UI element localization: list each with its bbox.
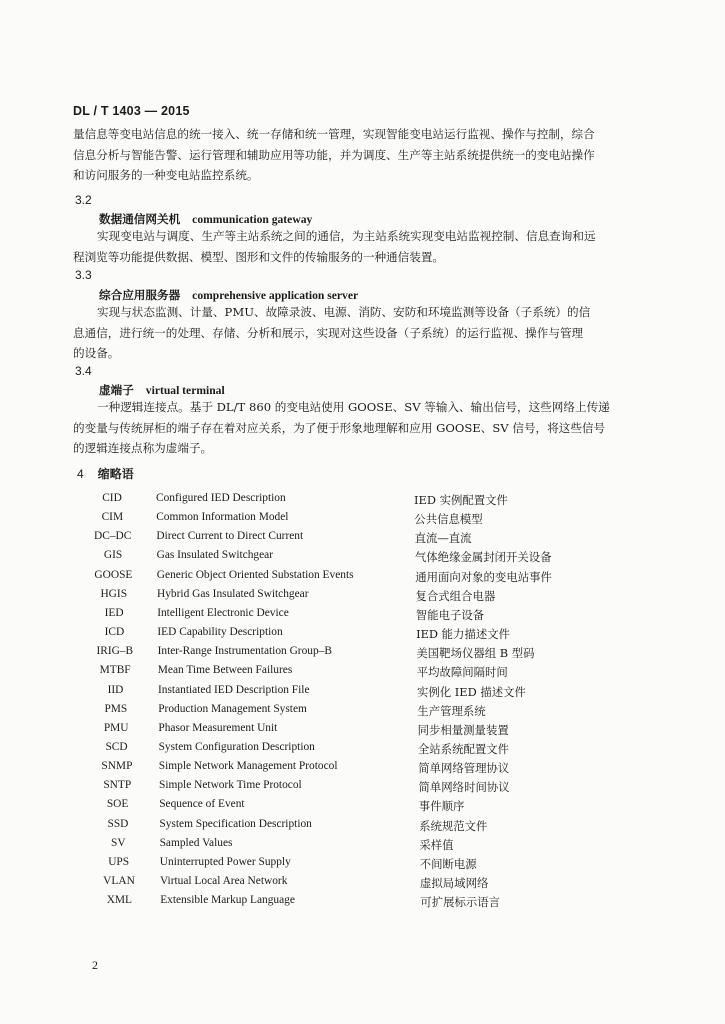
abbreviation-code: IED xyxy=(104,606,124,619)
abbreviation-row xyxy=(0,741,725,760)
abbreviation-code: SNTP xyxy=(103,779,132,792)
abbreviation-row xyxy=(0,722,725,741)
abbreviation-full-name: Sampled Values xyxy=(159,836,233,849)
abbreviation-full-name: Direct Current to Direct Current xyxy=(156,530,304,543)
abbreviation-row xyxy=(0,703,725,722)
abbreviation-chinese-name: 简单网络时间协议 xyxy=(418,780,510,795)
abbreviation-code: HGIS xyxy=(100,587,128,600)
page-number: 2 xyxy=(92,958,98,972)
abbreviation-code: VLAN xyxy=(103,875,135,887)
term-heading xyxy=(99,287,358,303)
abbreviation-chinese-name: 不间断电源 xyxy=(419,856,477,871)
abbreviation-chinese-name: 全站系统配置文件 xyxy=(417,741,510,756)
abbreviation-code: GOOSE xyxy=(94,568,133,581)
abbreviation-code: UPS xyxy=(108,855,130,868)
abbreviation-chinese-name: 同步相量测量装置 xyxy=(417,722,509,737)
abbreviation-full-name: Sequence of Event xyxy=(159,798,245,811)
abbreviation-row xyxy=(0,760,725,779)
abbreviation-full-name: Hybrid Gas Insulated Switchgear xyxy=(157,587,309,600)
section-number: 3.4 xyxy=(75,364,92,378)
abbreviation-code: SOE xyxy=(106,798,129,811)
term-chinese: 数据通信网关机 xyxy=(99,212,181,226)
abbreviation-code: CID xyxy=(102,492,122,504)
abbreviation-code: SSD xyxy=(107,817,129,830)
definition-paragraph xyxy=(73,226,649,267)
abbreviation-chinese-name: 气体绝缘金属封闭开关设备 xyxy=(414,550,552,565)
paragraph-line: 实现与状态监测、计量、PMU、故障录波、电源、消防、安防和环境监测等设备（子系统）的信 xyxy=(97,305,591,319)
abbreviation-code: SCD xyxy=(105,740,128,753)
paragraph-line: 程浏览等功能提供数据、模型、图形和文件的传输服务的一种通信装置。 xyxy=(73,249,445,264)
abbreviation-chinese-name: 通用面向对象的变电站事件 xyxy=(415,569,552,584)
abbreviation-code: XML xyxy=(106,894,132,907)
abbreviation-chinese-name: 平均故障间隔时间 xyxy=(416,665,508,680)
abbreviation-code: PMU xyxy=(103,721,129,734)
abbreviation-full-name: Phasor Measurement Unit xyxy=(158,721,278,734)
abbreviation-chinese-name: 美国靶场仪器组 B 型码 xyxy=(416,646,535,661)
abbreviation-row xyxy=(0,549,725,568)
abbreviation-chinese-name: 系统规范文件 xyxy=(419,818,488,833)
term-english: comprehensive application server xyxy=(192,289,359,302)
abbreviation-code: SV xyxy=(111,836,126,849)
abbreviation-full-name: Configured IED Description xyxy=(156,492,286,504)
abbreviation-chinese-name: 采样值 xyxy=(419,837,454,852)
abbreviation-chinese-name: 虚拟局域网络 xyxy=(420,876,489,890)
abbreviation-row xyxy=(0,837,725,856)
definition-paragraph xyxy=(73,302,649,364)
abbreviation-full-name: Simple Network Management Protocol xyxy=(158,760,338,773)
abbreviation-chinese-name: IED 实例配置文件 xyxy=(414,493,508,507)
abbreviation-full-name: System Specification Description xyxy=(159,817,312,830)
abbreviation-row xyxy=(0,645,725,664)
abbreviation-full-name: Inter-Range Instrumentation Group–B xyxy=(157,645,332,658)
abbreviation-chinese-name: 复合式组合电器 xyxy=(415,588,496,603)
abbreviation-full-name: Virtual Local Area Network xyxy=(160,875,288,887)
abbreviation-full-name: IED Capability Description xyxy=(157,626,283,639)
paragraph-line: 的变量与传统屏柜的端子存在着对应关系，为了便于形象地理解和应用 GOOSE、SV 信号，将这些信号 xyxy=(73,420,606,435)
paragraph-line: 实现变电站与调度、生产等主站系统之间的通信，为主站系统实现变电站监视控制、信息查询和远 xyxy=(97,229,596,243)
abbreviation-full-name: Production Management System xyxy=(158,702,307,715)
abbreviation-code: ICD xyxy=(104,626,125,639)
abbreviation-full-name: Generic Object Oriented Substation Events xyxy=(156,568,354,581)
document-code-header: DL / T 1403 — 2015 xyxy=(73,104,190,118)
term-english: communication gateway xyxy=(192,213,313,226)
paragraph-line: 的逻辑连接点称为虚端子。 xyxy=(73,441,213,455)
abbreviation-chinese-name: 公共信息模型 xyxy=(414,512,483,527)
abbreviation-full-name: Intelligent Electronic Device xyxy=(157,606,289,619)
abbreviation-row xyxy=(0,856,725,875)
abbreviation-row xyxy=(0,664,725,683)
abbreviation-chinese-name: 简单网络管理协议 xyxy=(418,761,510,776)
abbreviation-row xyxy=(0,626,725,645)
abbreviation-row xyxy=(0,588,725,607)
abbreviation-row xyxy=(0,492,725,511)
abbreviation-code: MTBF xyxy=(99,664,131,677)
abbreviation-full-name: Simple Network Time Protocol xyxy=(159,779,302,792)
paragraph-line: 信息分析与智能告警、运行管理和辅助应用等功能，并为调度、生产等主站系统提供统一的变电站操作 xyxy=(73,147,595,162)
abbreviation-row xyxy=(0,894,725,913)
abbreviation-full-name: Common Information Model xyxy=(156,511,289,524)
chapter-title: 缩略语 xyxy=(97,467,134,481)
abbreviation-chinese-name: 事件顺序 xyxy=(418,799,465,814)
abbreviation-chinese-name: 直流—直流 xyxy=(414,531,472,546)
abbreviation-code: CIM xyxy=(101,511,124,524)
abbreviation-code: DC–DC xyxy=(94,530,132,543)
abbreviation-chinese-name: 可扩展标示语言 xyxy=(420,895,501,910)
abbreviation-code: IRIG–B xyxy=(96,645,134,658)
abbreviation-chinese-name: 生产管理系统 xyxy=(417,703,486,718)
abbreviation-full-name: System Configuration Description xyxy=(158,740,315,753)
abbreviation-full-name: Uninterrupted Power Supply xyxy=(159,855,291,868)
section-number: 3.2 xyxy=(75,193,92,207)
abbreviation-row xyxy=(0,569,725,588)
paragraph-line: 一种逻辑连接点。基于 DL/T 860 的变电站使用 GOOSE、SV 等输入、输出信号，这些网络上传递 xyxy=(97,400,610,414)
term-heading xyxy=(99,382,225,398)
abbreviation-row xyxy=(0,511,725,530)
paragraph-line: 的设备。 xyxy=(73,346,120,360)
paragraph-line: 和访问服务的一种变电站监控系统。 xyxy=(73,168,259,182)
section-number: 3.3 xyxy=(75,268,92,282)
abbreviation-full-name: Extensible Markup Language xyxy=(160,894,295,907)
abbreviation-full-name: Mean Time Between Failures xyxy=(157,664,293,677)
abbreviation-code: SNMP xyxy=(101,760,133,773)
abbreviation-row xyxy=(0,530,725,549)
term-english: virtual terminal xyxy=(145,384,225,397)
abbreviation-row xyxy=(0,798,725,817)
chapter-number: 4 xyxy=(77,467,84,481)
abbreviation-full-name: Instantiated IED Description File xyxy=(158,683,310,696)
term-chinese: 虚端子 xyxy=(99,383,134,397)
paragraph-line: 息通信，进行统一的处理、存储、分析和展示，实现对这些设备（子系统）的运行监视、操作与管理 xyxy=(73,325,584,340)
abbreviation-code: IID xyxy=(107,683,124,696)
abbreviation-chinese-name: 智能电子设备 xyxy=(415,607,485,622)
intro-paragraph xyxy=(73,124,649,186)
paragraph-line: 量信息等变电站信息的统一接入、统一存储和统一管理，实现智能变电站运行监视、操作与控制，综合 xyxy=(73,127,595,141)
abbreviation-chinese-name: IED 能力描述文件 xyxy=(416,627,511,642)
abbreviation-full-name: Gas Insulated Switchgear xyxy=(156,549,273,562)
term-heading xyxy=(99,211,312,227)
abbreviation-code: PMS xyxy=(104,702,128,715)
definition-paragraph xyxy=(73,397,649,459)
abbreviation-chinese-name: 实例化 IED 描述文件 xyxy=(417,684,526,699)
abbreviation-row xyxy=(0,779,725,798)
abbreviation-row xyxy=(0,818,725,837)
term-chinese: 综合应用服务器 xyxy=(99,288,181,302)
abbreviation-row xyxy=(0,684,725,703)
abbreviation-row xyxy=(0,607,725,626)
abbreviation-row xyxy=(0,875,725,894)
chapter-heading xyxy=(77,465,134,482)
abbreviation-code: GIS xyxy=(103,549,123,562)
